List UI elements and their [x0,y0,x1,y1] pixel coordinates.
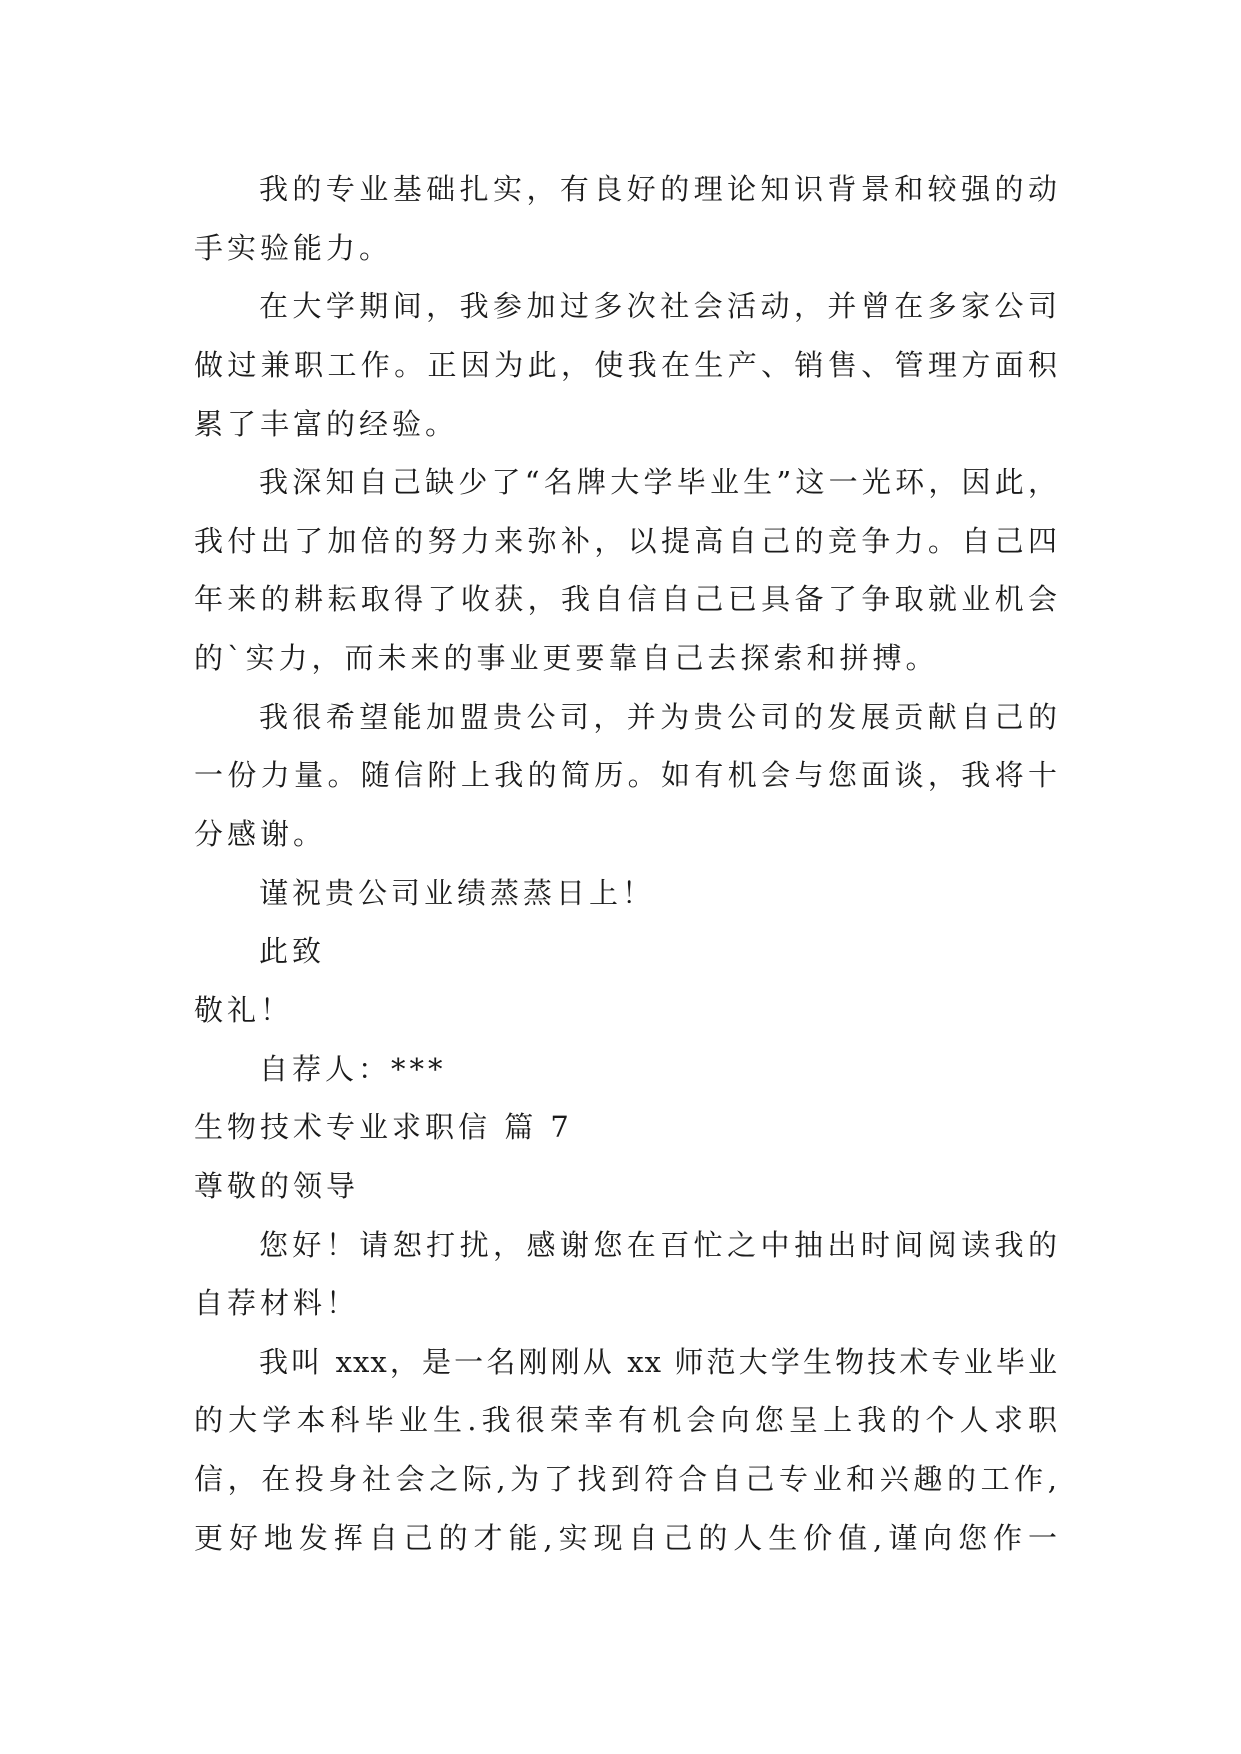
text-line: 自荐材料！ [194,1286,360,1321]
text-line: 手实验能力。 [194,230,393,265]
section-heading: 生物技术专业求职信 篇 7 [194,1110,573,1145]
paragraph-hope [194,688,1058,864]
text-line: 的大学本科毕业生.我很荣幸有机会向您呈上我的个人求职 [194,1403,1058,1438]
signature-line: 自荐人：*** [259,1051,447,1086]
closing-wish: 谨祝贵公司业绩蒸蒸日上！ [259,875,656,910]
paragraph-greeting [194,1216,1058,1333]
text-line: 我叫 xxx，是一名刚刚从 xx 师范大学生物技术专业毕业 [259,1344,1058,1379]
salutation: 尊敬的领导 [194,1168,360,1203]
closing-jingli: 敬礼！ [194,992,294,1027]
text-line: 在大学期间，我参加过多次社会活动，并曾在多家公司 [259,289,1058,324]
text-line: 我的专业基础扎实，有良好的理论知识背景和较强的动 [259,172,1058,206]
text-line: 的`实力，而未来的事业更要靠自己去探索和拼搏。 [194,641,939,676]
text-line: 做过兼职工作。正因为此，使我在生产、销售、管理方面积 [194,347,1058,382]
text-line: 我深知自己缺少了“名牌大学毕业生”这一光环，因此， [259,465,1058,500]
text-line: 分感谢。 [194,817,327,852]
text-line: 累了丰富的经验。 [194,406,459,441]
text-line: 一份力量。随信附上我的简历。如有机会与您面谈，我将十 [194,758,1058,793]
paragraph-introduction [194,1333,1058,1568]
paragraph-experience [194,277,1058,453]
text-line: 您好！请恕打扰，感谢您在百忙之中抽出时间阅读我的 [259,1227,1058,1262]
text-line: 信，在投身社会之际,为了找到符合自己专业和兴趣的工作, [194,1462,1058,1497]
paragraph-effort [194,453,1058,688]
text-line: 更好地发挥自己的才能,实现自己的人生价值,谨向您作一 [194,1520,1058,1555]
closing-cizhi: 此致 [259,934,326,969]
text-line: 年来的耕耘取得了收获，我自信自己已具备了争取就业机会 [194,582,1058,617]
paragraph-skills [194,160,1058,277]
document-page [194,160,1058,1567]
text-line: 我付出了加倍的努力来弥补，以提高自己的竞争力。自己四 [194,523,1058,558]
text-line: 我很希望能加盟贵公司，并为贵公司的发展贡献自己的 [259,699,1058,734]
